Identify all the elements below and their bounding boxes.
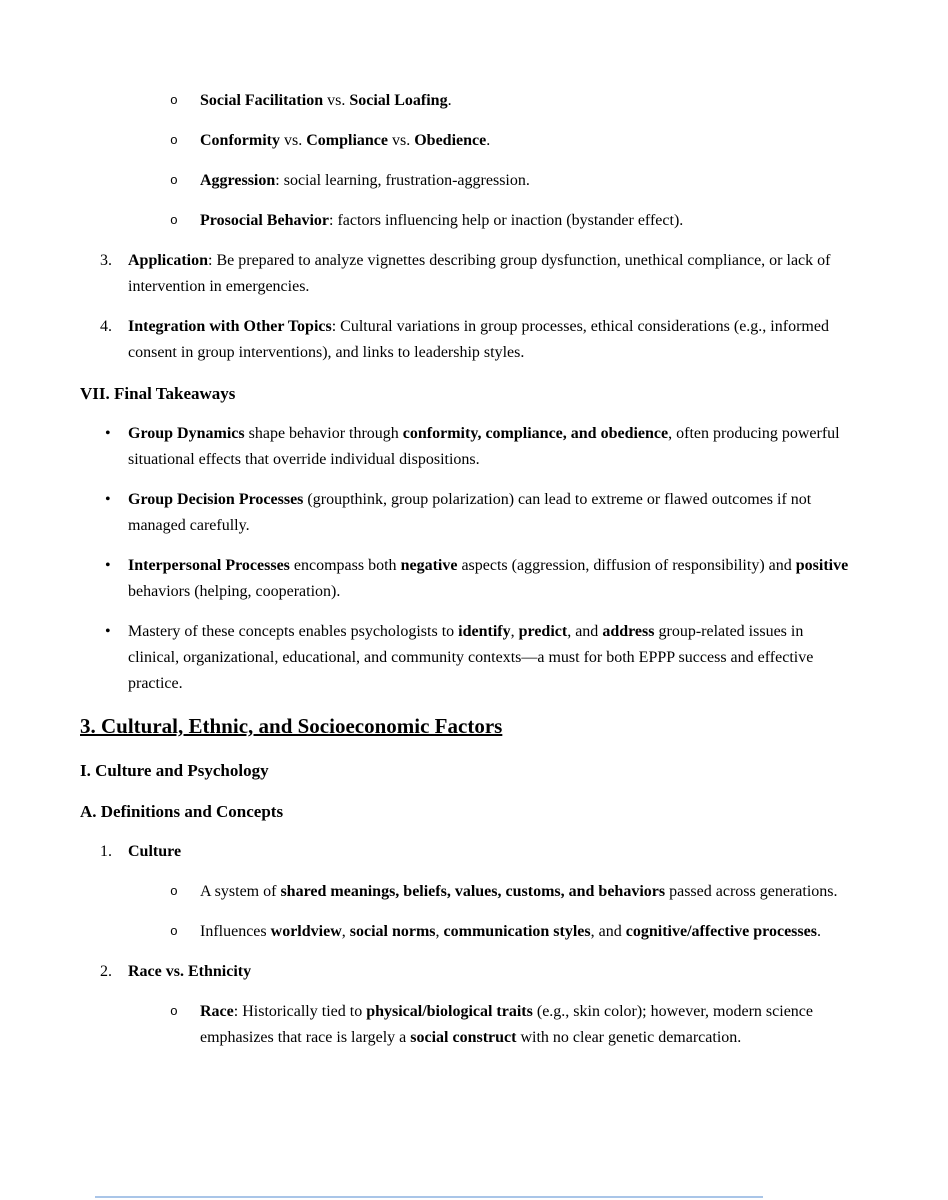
list-item [80, 999, 856, 1051]
list-item [80, 553, 856, 605]
heading [80, 798, 856, 826]
list-item [80, 314, 856, 366]
heading [80, 757, 856, 785]
text-run: Mastery of these concepts enables psychologists to identify, predict, and address group-related issues in clinical, organizational, educational, and community contexts—a must for both EPPP success and effective practice. [128, 623, 814, 692]
circle-bullet-marker: o [170, 93, 178, 108]
list-item [80, 248, 856, 300]
circle-bullet-marker: o [170, 133, 178, 148]
circle-bullet-marker: o [170, 1004, 178, 1019]
table-top-border-rule [95, 1196, 763, 1198]
list-item [80, 879, 856, 905]
text-run: Social Facilitation vs. Social Loafing. [200, 92, 452, 109]
text-run: Interpersonal Processes encompass both negative aspects (aggression, diffusion of responsibility) and positive behaviors (helping, cooperation). [128, 557, 849, 600]
circle-bullet-marker: o [170, 173, 178, 188]
text-run: Race vs. Ethnicity [128, 963, 252, 980]
text-run: Aggression: social learning, frustration-aggression. [200, 172, 530, 189]
bullet-marker: • [105, 425, 111, 442]
circle-bullet-marker: o [170, 884, 178, 899]
text-run: Influences worldview, social norms, communication styles, and cognitive/affective processes. [200, 923, 821, 940]
circle-bullet-marker: o [170, 924, 178, 939]
text-run: Race: Historically tied to physical/biological traits (e.g., skin color); however, modern science emphasizes that race is largely a social construct with no clear genetic demarcation. [200, 1003, 814, 1046]
number-marker: 1. [100, 843, 112, 860]
heading [80, 711, 856, 741]
list-item [80, 839, 856, 865]
list-item [80, 619, 856, 697]
list-item [80, 88, 856, 114]
list-item [80, 959, 856, 985]
text-run: Culture [128, 843, 182, 860]
bullet-marker: • [105, 491, 111, 508]
list-item [80, 919, 856, 945]
text-run: I. Culture and Psychology [80, 761, 269, 780]
heading [80, 380, 856, 408]
text-run: A. Definitions and Concepts [80, 802, 284, 821]
text-run: VII. Final Takeaways [80, 384, 236, 403]
text-run: Group Dynamics shape behavior through conformity, compliance, and obedience, often producing powerful situational effects that override individual dispositions. [128, 425, 840, 468]
list-item [80, 421, 856, 473]
list-item [80, 168, 856, 194]
text-run: Group Decision Processes (groupthink, group polarization) can lead to extreme or flawed outcomes if not managed carefully. [128, 491, 812, 534]
number-marker: 3. [100, 252, 112, 269]
bullet-marker: • [105, 557, 111, 574]
list-item [80, 487, 856, 539]
number-marker: 2. [100, 963, 112, 980]
bullet-marker: • [105, 623, 111, 640]
text-run: Application: Be prepared to analyze vignettes describing group dysfunction, unethical compliance, or lack of intervention in emergencies. [128, 252, 831, 295]
number-marker: 4. [100, 318, 112, 335]
text-run: Prosocial Behavior: factors influencing help or inaction (bystander effect). [200, 212, 684, 229]
text-run: Conformity vs. Compliance vs. Obedience. [200, 132, 491, 149]
list-item [80, 208, 856, 234]
text-run: A system of shared meanings, beliefs, values, customs, and behaviors passed across generations. [200, 883, 838, 900]
list-item [80, 128, 856, 154]
text-run: Integration with Other Topics: Cultural variations in group processes, ethical considerations (e.g., informed consent in group interventions), and links to leadership styles. [128, 318, 829, 361]
circle-bullet-marker: o [170, 213, 178, 228]
text-run: 3. Cultural, Ethnic, and Socioeconomic Factors [80, 714, 503, 738]
